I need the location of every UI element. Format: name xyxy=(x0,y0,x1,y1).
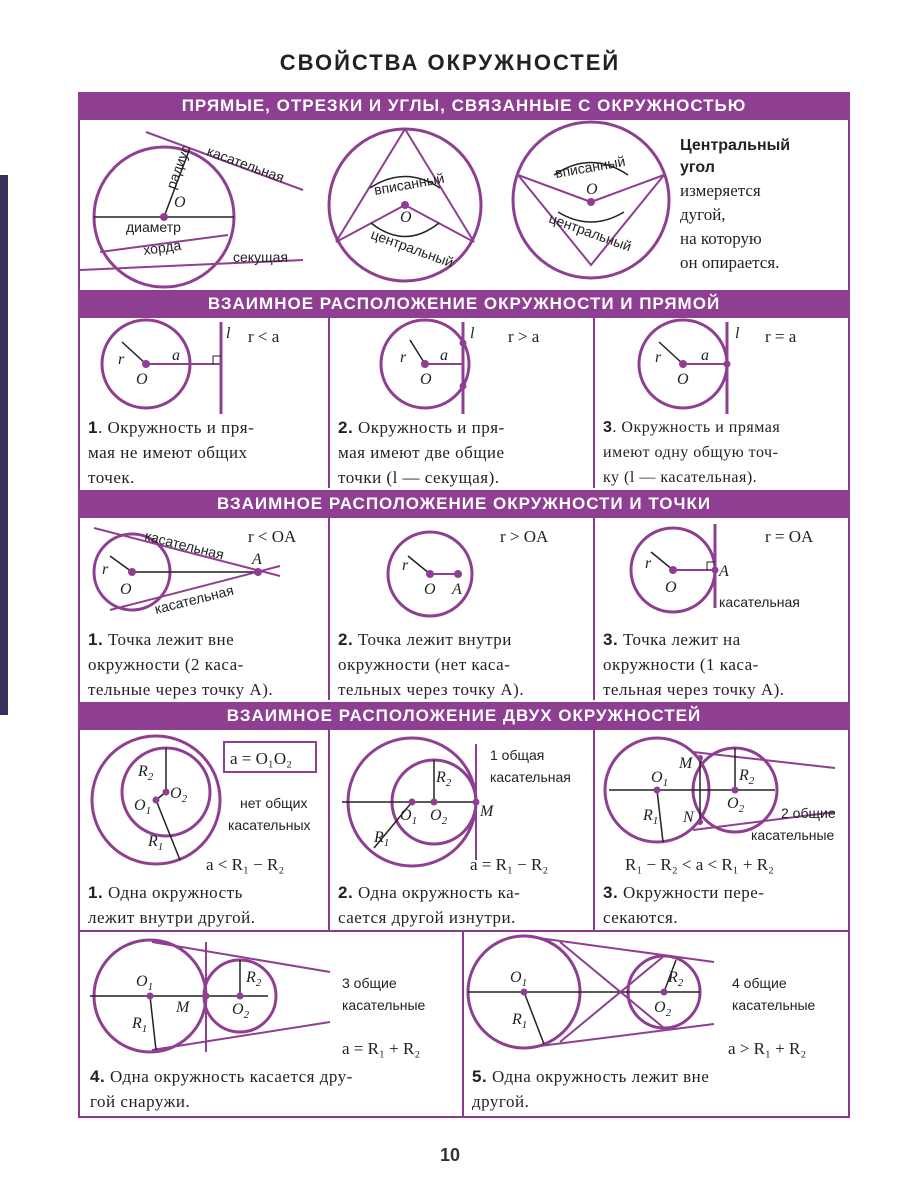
caption-circle-point-1: 1. Точка лежит вне окружности (2 каса- тельные через точку A). xyxy=(88,630,274,699)
svg-text:O1: $O_1$ xyxy=(134,797,152,817)
svg-text:O: O xyxy=(677,371,689,388)
svg-text:O1: $O_1$ xyxy=(400,807,418,827)
circle-point-diagram-1 xyxy=(80,518,328,628)
svg-text:касательные: касательные xyxy=(342,997,426,1013)
svg-text:A: A xyxy=(719,563,729,580)
svg-text:R2: $R_2$ xyxy=(436,769,452,789)
svg-text:r: r xyxy=(655,349,662,366)
svg-text:r: r xyxy=(102,561,109,578)
caption-circle-line-2: 2. Окружность и пря- мая имеют две общие точки (l — секущая). xyxy=(338,418,505,487)
svg-text:2 общие: 2 общие xyxy=(781,805,836,821)
two-circles-diagram-1 xyxy=(80,730,328,880)
caption-two-circles-3: 3. Окружности пере- секаются. xyxy=(603,883,765,927)
circle-point-diagram-3 xyxy=(595,518,848,628)
svg-text:r = a: r = a xyxy=(765,327,797,346)
caption-two-circles-1: 1. Одна окружность лежит внутри другой. xyxy=(88,883,256,927)
note-line: дугой, xyxy=(680,205,726,224)
svg-text:вписанный: вписанный xyxy=(372,169,446,198)
section-header-lines: ПРЯМЫЕ, ОТРЕЗКИ И УГЛЫ, СВЯЗАННЫЕ С ОКРУЖНОСТЬЮ xyxy=(78,92,850,120)
svg-text:O: O xyxy=(424,581,436,598)
svg-text:r: r xyxy=(402,557,409,574)
svg-text:r < OA: r < OA xyxy=(248,527,297,546)
note-title: Центральный xyxy=(680,137,791,154)
note-line: на которую xyxy=(680,229,762,248)
svg-text:a = R₁ + R₂: a = R₁ + R₂ xyxy=(342,1039,421,1058)
svg-text:r < a: r < a xyxy=(248,327,280,346)
svg-text:O: O xyxy=(174,194,186,211)
page-number: 10 xyxy=(439,1145,461,1165)
svg-text:R2: $R_2$ xyxy=(138,763,154,783)
svg-text:касательных: касательных xyxy=(228,817,311,833)
svg-text:A: A xyxy=(252,551,262,568)
svg-text:O2: $O_2$ xyxy=(232,1001,250,1021)
svg-text:M: M xyxy=(480,803,494,820)
svg-text:диаметр: диаметр xyxy=(126,219,181,235)
two-circles-diagram-2 xyxy=(330,730,593,880)
svg-text:a: a xyxy=(440,347,448,364)
central-angle-note xyxy=(680,135,790,275)
svg-text:O: O xyxy=(665,579,677,596)
circle-point-diagram-2 xyxy=(330,518,593,628)
svg-text:R1: $R_1$ xyxy=(643,807,659,827)
circle-line-diagram-2 xyxy=(330,318,593,418)
svg-text:R1: $R_1$ xyxy=(132,1015,148,1035)
svg-text:4 общие: 4 общие xyxy=(732,975,787,991)
two-circles-diagram-3 xyxy=(595,730,848,880)
caption-two-circles-2: 2. Одна окружность ка- сается другой изнутри. xyxy=(338,883,521,927)
svg-text:O2: $O_2$ xyxy=(727,795,745,815)
svg-text:O: O xyxy=(420,371,432,388)
svg-text:a > R₁ + R₂: a > R₁ + R₂ xyxy=(728,1039,807,1058)
svg-text:N: N xyxy=(683,809,694,826)
svg-text:нет общих: нет общих xyxy=(240,795,308,811)
svg-text:R₁ − R₂ < a < R₁ + R₂: R₁ − R₂ < a < R₁ + R₂ xyxy=(625,855,774,874)
svg-text:O1: $O_1$ xyxy=(136,973,154,993)
svg-text:r > OA: r > OA xyxy=(500,527,549,546)
svg-text:касательная: касательная xyxy=(490,769,571,785)
svg-text:l: l xyxy=(470,325,475,342)
svg-text:O2: $O_2$ xyxy=(654,999,672,1019)
svg-text:O2: $O_2$ xyxy=(430,807,448,827)
svg-text:r = OA: r = OA xyxy=(765,527,814,546)
svg-text:R1: $R_1$ xyxy=(512,1011,528,1031)
svg-text:A: A xyxy=(452,581,462,598)
svg-text:вписанный: вписанный xyxy=(553,152,627,181)
svg-text:O: O xyxy=(120,581,132,598)
svg-text:a = O₁O₂: a = O₁O₂ xyxy=(230,749,293,768)
page-edge-bar xyxy=(0,175,8,715)
svg-text:R1: $R_1$ xyxy=(148,833,164,853)
svg-text:a: a xyxy=(172,347,180,364)
svg-text:касательная: касательная xyxy=(152,581,236,617)
svg-text:1 общая: 1 общая xyxy=(490,747,545,763)
svg-text:r > a: r > a xyxy=(508,327,540,346)
circle-line-diagram-1 xyxy=(80,318,328,418)
svg-text:R1: $R_1$ xyxy=(374,829,390,849)
svg-text:радиус: радиус xyxy=(162,142,194,192)
caption-circle-line-3: 3. Окружность и прямая имеют одну общую точ- ку (l — касательная). xyxy=(603,419,781,486)
svg-text:a = R₁ − R₂: a = R₁ − R₂ xyxy=(470,855,549,874)
svg-text:r: r xyxy=(645,555,652,572)
svg-text:M: M xyxy=(176,999,190,1016)
note-title-2: угол xyxy=(680,159,715,176)
svg-text:O: O xyxy=(400,209,412,226)
caption-two-circles-4: 4. Одна окружность касается дру- гой снаружи. xyxy=(90,1067,353,1111)
svg-text:касательная: касательная xyxy=(143,527,226,563)
svg-text:O: O xyxy=(586,181,598,198)
section-header-circle-point: ВЗАИМНОЕ РАСПОЛОЖЕНИЕ ОКРУЖНОСТИ И ТОЧКИ xyxy=(78,490,850,518)
svg-text:R2: $R_2$ xyxy=(739,767,755,787)
svg-text:r: r xyxy=(118,351,125,368)
section-header-circle-line: ВЗАИМНОЕ РАСПОЛОЖЕНИЕ ОКРУЖНОСТИ И ПРЯМОЙ xyxy=(78,290,850,318)
svg-text:секущая: секущая xyxy=(233,249,288,265)
page-title: СВОЙСТВА ОКРУЖНОСТЕЙ xyxy=(279,50,621,75)
section-header-two-circles: ВЗАИМНОЕ РАСПОЛОЖЕНИЕ ДВУХ ОКРУЖНОСТЕЙ xyxy=(78,702,850,730)
svg-text:касательные: касательные xyxy=(751,827,835,843)
svg-text:M: M xyxy=(679,755,693,772)
caption-circle-point-3: 3. Точка лежит на окружности (1 каса- тельная через точку A). xyxy=(603,630,785,699)
svg-text:3 общие: 3 общие xyxy=(342,975,397,991)
two-circles-diagram-4 xyxy=(80,932,462,1062)
caption-circle-line-1: 1. Окружность и пря- мая не имеют общих точек. xyxy=(88,418,255,487)
svg-text:l: l xyxy=(226,325,231,342)
svg-text:касательная: касательная xyxy=(204,142,287,186)
caption-two-circles-5: 5. Одна окружность лежит вне другой. xyxy=(472,1067,710,1111)
svg-text:l: l xyxy=(735,325,740,342)
svg-text:R2: $R_2$ xyxy=(246,969,262,989)
svg-text:R2: $R_2$ xyxy=(668,969,684,989)
svg-text:центральный: центральный xyxy=(546,209,634,255)
svg-text:a: a xyxy=(701,347,709,364)
svg-text:O1: $O_1$ xyxy=(510,969,528,989)
svg-text:центральный: центральный xyxy=(368,225,456,271)
svg-text:касательные: касательные xyxy=(732,997,816,1013)
svg-text:a < R₁ − R₂: a < R₁ − R₂ xyxy=(206,855,285,874)
svg-text:O: O xyxy=(136,371,148,388)
svg-text:касательная: касательная xyxy=(719,594,800,610)
svg-text:O1: $O_1$ xyxy=(651,769,669,789)
svg-text:хорда: хорда xyxy=(142,236,183,258)
caption-circle-point-2: 2. Точка лежит внутри окружности (нет каса- тельных через точку A). xyxy=(338,630,525,699)
svg-text:O2: $O_2$ xyxy=(170,785,188,805)
note-line: он опирается. xyxy=(680,253,780,272)
note-line: измеряется xyxy=(680,181,761,200)
svg-text:r: r xyxy=(400,349,407,366)
circle-line-diagram-3 xyxy=(595,318,848,418)
two-circles-diagram-5 xyxy=(464,932,848,1062)
